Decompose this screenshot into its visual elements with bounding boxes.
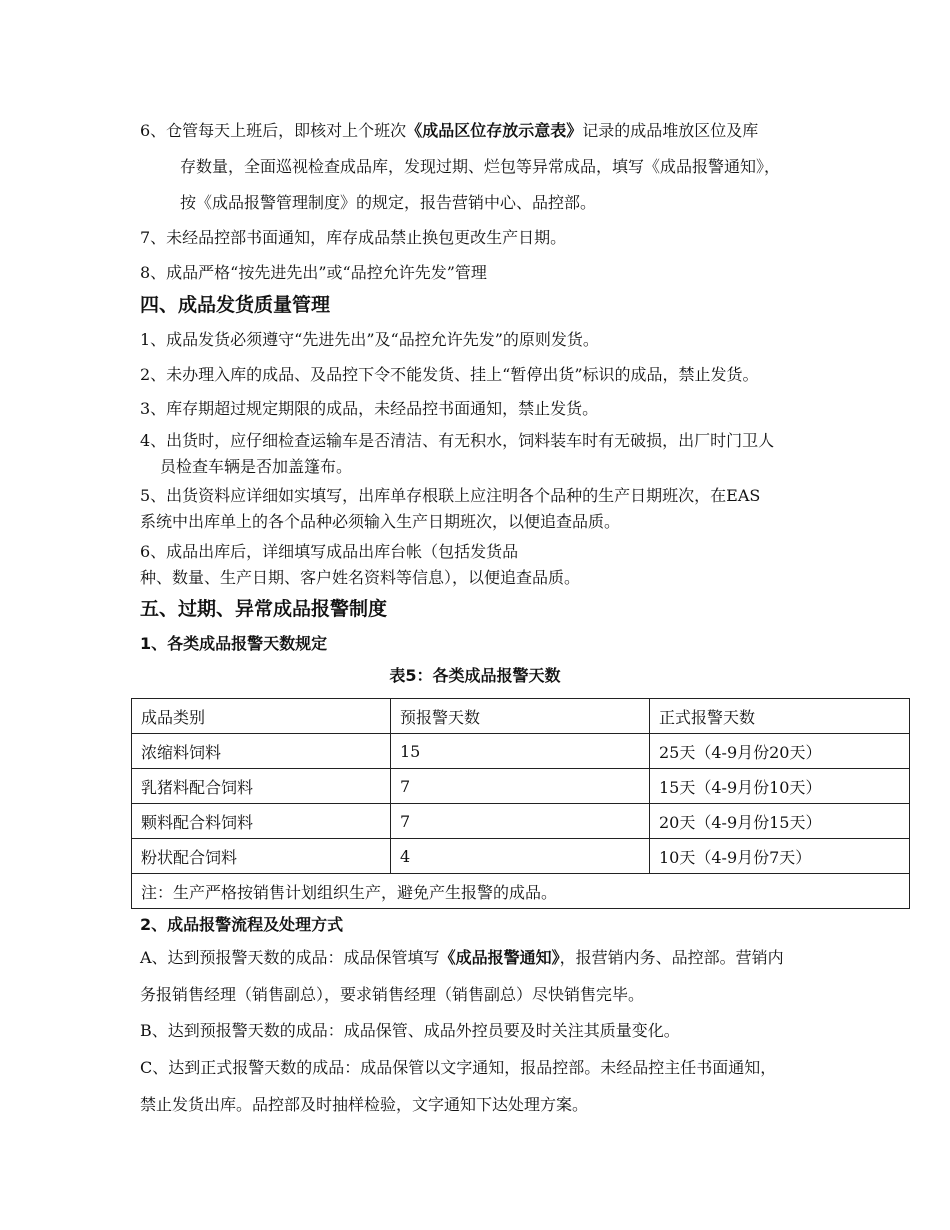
s4-item4-line2: 员检查车辆是否加盖篷布。 — [160, 457, 353, 476]
s4-item4-line1: 4、出货时，应仔细检查运输车是否清洁、有无积水，饲料装车时有无破损，出厂时门卫人 — [140, 431, 775, 450]
table-header-cell: 预报警天数 — [391, 699, 650, 734]
s3-item6-line1-pre: 6、仓管每天上班后，即核对上个班次 — [140, 121, 407, 140]
table-note-row — [132, 874, 910, 909]
s5-a-line1-bold: 《成品报警通知》 — [439, 948, 560, 967]
s5-a-line1-pre: A、达到预报警天数的成品：成品保管填写 — [140, 948, 440, 967]
table-cell: 颗料配合料饲料 — [132, 804, 391, 839]
alarm-days-table — [131, 698, 910, 909]
s5-c-line2: 禁止发货出库。品控部及时抽样检验，文字通知下达处理方案。 — [140, 1095, 589, 1114]
table-cell: 7 — [391, 804, 650, 839]
s3-item6-line1-post: 记录的成品堆放区位及库 — [582, 121, 759, 140]
s5-a-line1-post: ，报营销内务、品控部。营销内 — [559, 948, 784, 967]
table-row — [132, 734, 910, 769]
s5-c-line1: C、达到正式报警天数的成品：成品保管以文字通知，报品控部。未经品控主任书面通知， — [140, 1058, 777, 1077]
table-cell: 4 — [391, 839, 650, 874]
table-cell: 浓缩料饲料 — [132, 734, 391, 769]
section5-title: 五、过期、异常成品报警制度 — [140, 598, 388, 620]
table-row — [132, 804, 910, 839]
s3-item7: 7、未经品控部书面通知，库存成品禁止换包更改生产日期。 — [140, 228, 567, 247]
table-row — [132, 839, 910, 874]
s3-item6-line1-bold: 《成品区位存放示意表》 — [406, 121, 583, 140]
s3-item8: 8、成品严格“按先进先出”或“品控允许先发”管理 — [140, 263, 487, 282]
s4-item5-line1: 5、出货资料应详细如实填写，出库单存根联上应注明各个品种的生产日期班次，在EAS — [140, 486, 761, 505]
table-caption: 表5：各类成品报警天数 — [389, 666, 561, 685]
s4-item2: 2、未办理入库的成品、及品控下令不能发货、挂上“暂停出货”标识的成品，禁止发货。 — [140, 365, 759, 384]
s3-item6-line3: 按《成品报警管理制度》的规定，报告营销中心、品控部。 — [180, 193, 597, 212]
table-cell: 粉状配合饲料 — [132, 839, 391, 874]
s5-a-line2: 务报销售经理（销售副总），要求销售经理（销售副总）尽快销售完毕。 — [140, 985, 645, 1004]
table-header-cell: 正式报警天数 — [650, 699, 910, 734]
table-cell: 20天（4-9月份15天） — [650, 804, 910, 839]
table-header-cell: 成品类别 — [132, 699, 391, 734]
table-row — [132, 769, 910, 804]
s4-item1: 1、成品发货必须遵守“先进先出”及“品控允许先发”的原则发货。 — [140, 330, 599, 349]
section4-title: 四、成品发货质量管理 — [140, 294, 331, 316]
s4-item5-line2: 系统中出库单上的各个品种必须输入生产日期班次，以便追查品质。 — [140, 512, 621, 531]
s4-item3: 3、库存期超过规定期限的成品，未经品控书面通知，禁止发货。 — [140, 399, 599, 418]
table-header-row — [132, 699, 910, 734]
s4-item6-line1: 6、成品出库后，详细填写成品出库台帐（包括发货品 — [140, 542, 519, 561]
s5-sub1: 1、各类成品报警天数规定 — [140, 634, 328, 653]
table-cell: 乳猪料配合饲料 — [132, 769, 391, 804]
table-cell: 7 — [391, 769, 650, 804]
table-note: 注：生产严格按销售计划组织生产，避免产生报警的成品。 — [132, 874, 910, 909]
s3-item6-line1 — [140, 120, 758, 142]
table-cell: 25天（4-9月份20天） — [650, 734, 910, 769]
table-cell: 10天（4-9月份7天） — [650, 839, 910, 874]
table-cell: 15天（4-9月份10天） — [650, 769, 910, 804]
s4-item6-line2: 种、数量、生产日期、客户姓名资料等信息），以便追查品质。 — [140, 568, 581, 587]
s5-a-line1 — [140, 947, 784, 969]
table-cell: 15 — [391, 734, 650, 769]
s3-item6-line2: 存数量，全面巡视检查成品库，发现过期、烂包等异常成品，填写《成品报警通知》， — [180, 157, 781, 176]
s5-b-line: B、达到预报警天数的成品：成品保管、成品外控员要及时关注其质量变化。 — [140, 1021, 680, 1040]
s5-sub2: 2、成品报警流程及处理方式 — [140, 915, 344, 934]
